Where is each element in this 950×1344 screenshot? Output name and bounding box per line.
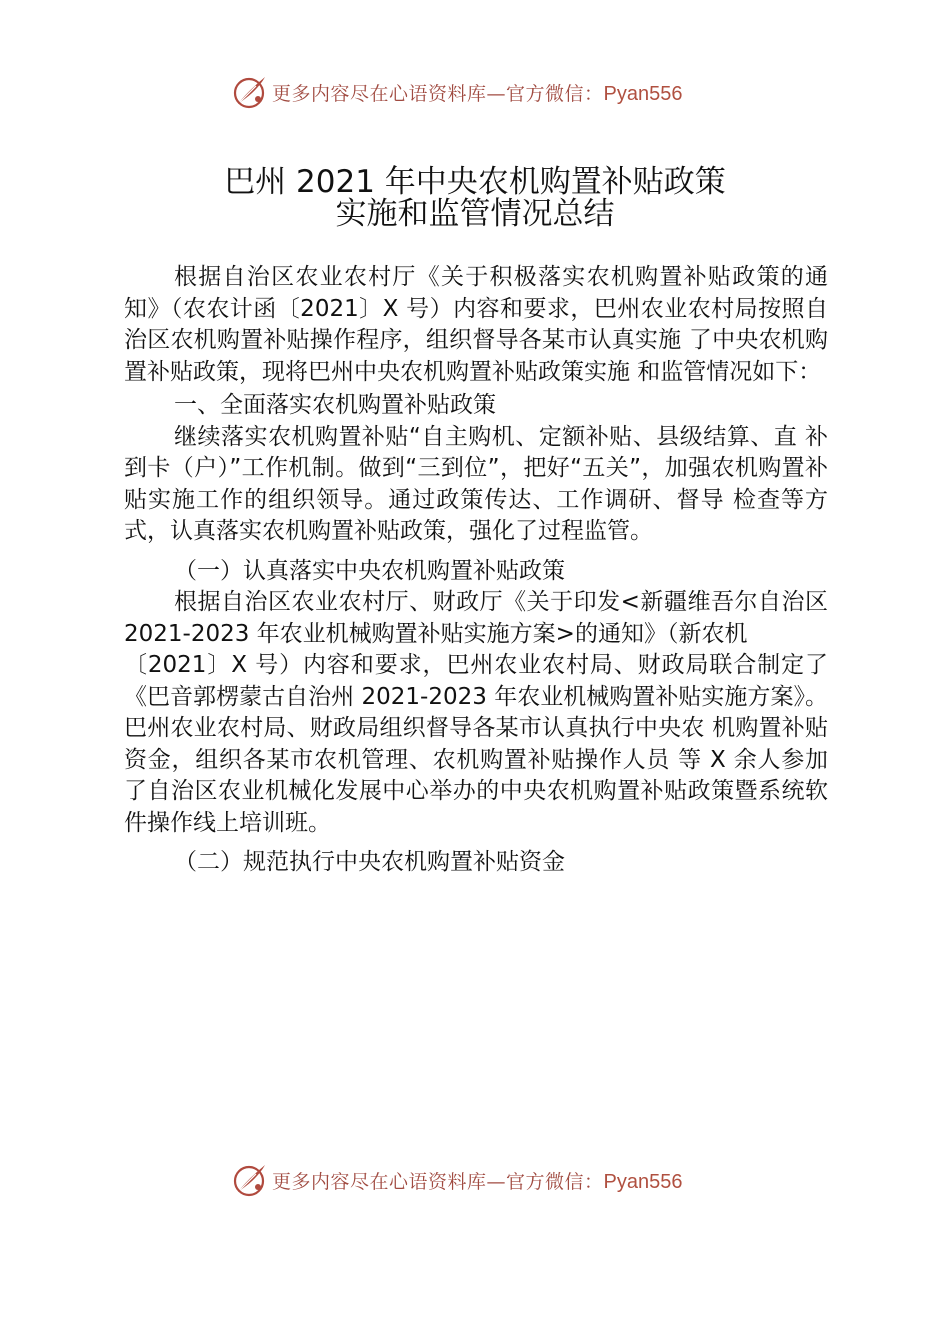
subsection-heading-2: （二）规范执行中央农机购置补贴资金 [174,849,565,875]
paragraph-intro: 根据自治区农业农村厅《关于积极落实农机购置补贴政策的通知》（农农计函〔2021〕X 号）内容和要求，巴州农业农村局按照自治区农机购置补贴操作程序，组织督导各某市认真实施 了中央农机购置补贴政策，现将巴州中央农机购置补贴政策实施 和监管情况如下： [124,264,828,385]
watermark-text: 更多内容尽在心语资料库—官方微信：Pyan556 [272,1170,683,1193]
watermark-wechat-id: Pyan556 [603,1170,683,1193]
paragraph-subsection-1a: 根据自治区农业农村厅、财政厅《关于印发<新疆维吾尔自治区 2021-2023 年农业机械购置补贴实施方案>的通知》（新农机 [124,589,828,647]
document-title-line-2: 实施和监管情况总结 [335,196,615,232]
watermark-wechat-id: Pyan556 [603,82,683,105]
document-body [124,262,828,879]
watermark-footer [232,1160,682,1200]
paragraph-section-1: 继续落实农机购置补贴“自主购机、定额补贴、县级结算、直 补到卡（户）”工作机制。做到“三到位”，把好“五关”，加强农机购置补贴实施工作的组织领导。通过政策传达、工作调研、督导 检查等方式，认真落实农机购置补贴政策，强化了过程监管。 [124,423,828,544]
quill-pen-logo-icon [232,1162,268,1198]
watermark-text: 更多内容尽在心语资料库—官方微信：Pyan556 [272,82,683,105]
subsection-heading-1: （一）认真落实中央农机购置补贴政策 [174,557,565,584]
watermark-header [232,72,682,112]
paragraph-subsection-1b: 〔2021〕X 号）内容和要求，巴州农业农村局、财政局联合制定了《巴音郭楞蒙古自治州 2021-2023 年农业机械购置补贴实施方案》。巴州农业农村局、财政局组织督导各某市认真执行中央农 机购置补贴资金，组织各某市农机管理、农机购置补贴操作人员 等 X 余人参加了自治区农业机械化发展中心举办的中央农机购置补贴政策暨系统软件操作线上培训班。 [124,652,828,836]
document-title-line-1: 巴州 2021 年中央农机购置补贴政策 [224,164,726,200]
quill-pen-logo-icon [232,74,268,110]
section-heading-1: 一、全面落实农机购置补贴政策 [174,392,496,418]
